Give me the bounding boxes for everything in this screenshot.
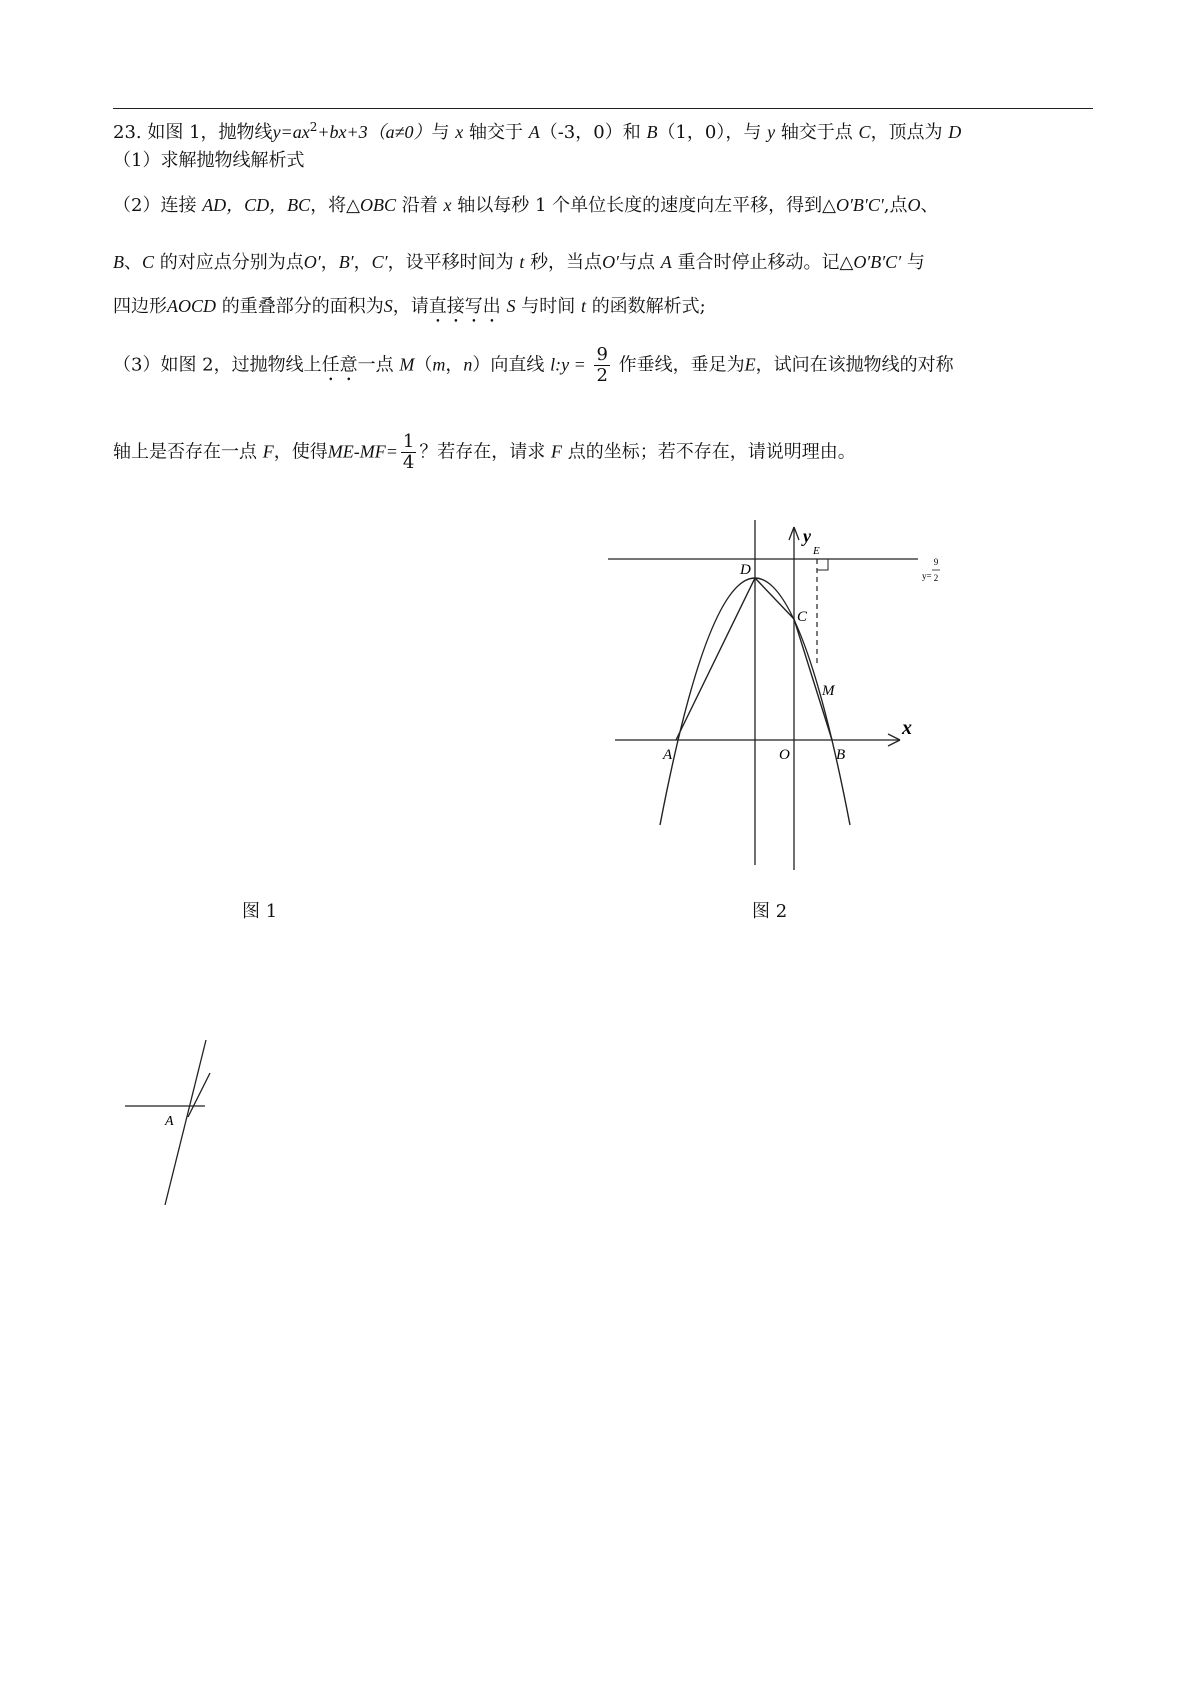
caption-fig1: 图 1 <box>242 901 278 922</box>
small-figure <box>120 1035 220 1210</box>
line-label-den: 2 <box>933 573 939 583</box>
line-label-prefix: y= <box>922 571 932 581</box>
emphasized-direct-write: 直接写出 <box>428 296 501 317</box>
problem-intro: 23. 如图 1，抛物线$y=ax^2+bx+3(a\ne 0)$与 x 轴交于 A（-3，0）和 B（1，0），与 y 轴交于点 C，顶点为 D <box>113 120 962 143</box>
point-label-B: B <box>836 747 846 763</box>
point-label-O: O <box>779 747 790 763</box>
fraction-one-quarter: $\frac{1}{4}$ <box>402 431 415 473</box>
small-figure-label-A: A <box>165 1114 174 1129</box>
caption-fig2: 图 2 <box>752 901 788 922</box>
point-label-M: M <box>822 683 835 699</box>
y-axis-label: y <box>803 526 811 546</box>
point-label-D: D <box>740 562 751 578</box>
fraction-nine-halves: $\frac{9}{2}$ <box>596 344 608 386</box>
part-3-line-1: （3）如图 2，过抛物线上任意一点 M（m，n）向直线 l:y = $\frac{9}{2}$ 作垂线，垂足为E，试问在该抛物线的对称 <box>113 344 954 386</box>
top-rule <box>113 108 1093 109</box>
right-angle-mark <box>817 559 828 570</box>
part-1: （1）求解抛物线解析式 <box>113 150 305 171</box>
small-figure-line-2 <box>188 1073 210 1117</box>
problem-number: 23. <box>113 122 142 143</box>
figure-2 <box>600 515 940 875</box>
part-3-line-2: 轴上是否存在一点 F，使得ME-MF= $\frac{1}{4}$ ？若存在，请求 F 点的坐标；若不存在，请说明理由。 <box>113 431 856 473</box>
segments-AD-DC-CB <box>676 578 832 740</box>
point-label-C: C <box>797 609 808 625</box>
part-2-line-3: 四边形AOCD 的重叠部分的面积为S，请直接写出 S 与时间 t 的函数解析式; <box>113 296 706 317</box>
part-2-line-2: B、C 的对应点分别为点O′，B′，C′，设平移时间为 t 秒，当点O′与点 A 重合时停止移动。记△O′B′C′ 与 <box>113 252 925 273</box>
line-label-num: 9 <box>933 557 939 567</box>
part-2-line-1: （2）连接 AD，CD，BC，将△OBC 沿着 x 轴以每秒 1 个单位长度的速度向左平移，得到△O′B′C′,点O、 <box>113 195 939 216</box>
emphasized-arbitrary: 任意 <box>321 354 358 376</box>
point-label-E: E <box>813 545 820 557</box>
point-label-A: A <box>663 747 673 763</box>
x-axis-label: x <box>902 717 912 739</box>
